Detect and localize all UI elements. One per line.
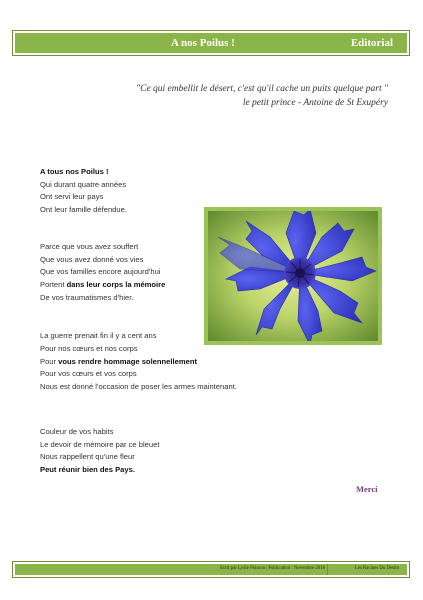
poem-line [40, 356, 270, 369]
footer-brand: Les Racines Du Destin [354, 566, 399, 571]
cornflower-photo [208, 211, 378, 341]
quote-text: "Ce qui embellit le désert, c'est qu'il cache un puits quelque part " [136, 84, 388, 94]
poem-line: Que vous avez donné vos vies [40, 254, 144, 264]
poem-line: Qui durant quatre années [40, 179, 127, 189]
poem-line: Pour nos cœurs et nos corps [40, 344, 138, 354]
header-banner [15, 33, 407, 53]
footer-credits: Ecrit par Lydie Poisson | Publication : Novembre 2018 [220, 566, 325, 571]
header-bar [12, 30, 410, 56]
poem-line: La guerre prenait fin il y a cent ans [40, 331, 157, 341]
poem-text: Portent [40, 279, 67, 289]
footer-banner [15, 564, 407, 575]
poem-line: Nous rappellent qu'une fleur [40, 452, 135, 462]
poem-line: Couleur de vos habits [40, 426, 114, 436]
poem-emphasis: vous rendre hommage solennellement [58, 356, 197, 366]
cornflower-illustration [208, 211, 378, 341]
footer-divider [327, 564, 328, 575]
poem-line: Ont servi leur pays [40, 192, 104, 202]
poem-line: Le devoir de mémoire par ce bleuet [40, 439, 160, 449]
footer-bar [12, 561, 410, 578]
poem-line: Parce que vous avez souffert [40, 241, 139, 251]
poem-line: Nous est donné l'occasion de poser les armes maintenant. [40, 382, 237, 392]
poem-line: Peut réunir bien des Pays. [40, 464, 135, 474]
poem-line: Pour vos cœurs et vos corps [40, 369, 137, 379]
poem-line: Ont leur famille défendue. [40, 205, 127, 215]
poem-emphasis: dans leur corps la mémoire [66, 279, 166, 289]
poem-text: Pour [40, 356, 59, 366]
closing-word: Merci [356, 484, 378, 494]
quote-attribution: le petit prince - Antoine de St Exupéry [242, 98, 388, 108]
cornflower-photo-frame [204, 207, 382, 345]
page-title: A nos Poilus ! [170, 37, 235, 49]
stanza-4 [40, 426, 270, 477]
poem-line: Que vos familles encore aujourd'hui [40, 267, 161, 277]
poem-line: De vos traumatismes d'hier. [40, 292, 134, 302]
section-label: Editorial [350, 37, 393, 49]
poem-heading: A tous nos Poilus ! [40, 167, 109, 176]
epigraph [136, 82, 388, 110]
